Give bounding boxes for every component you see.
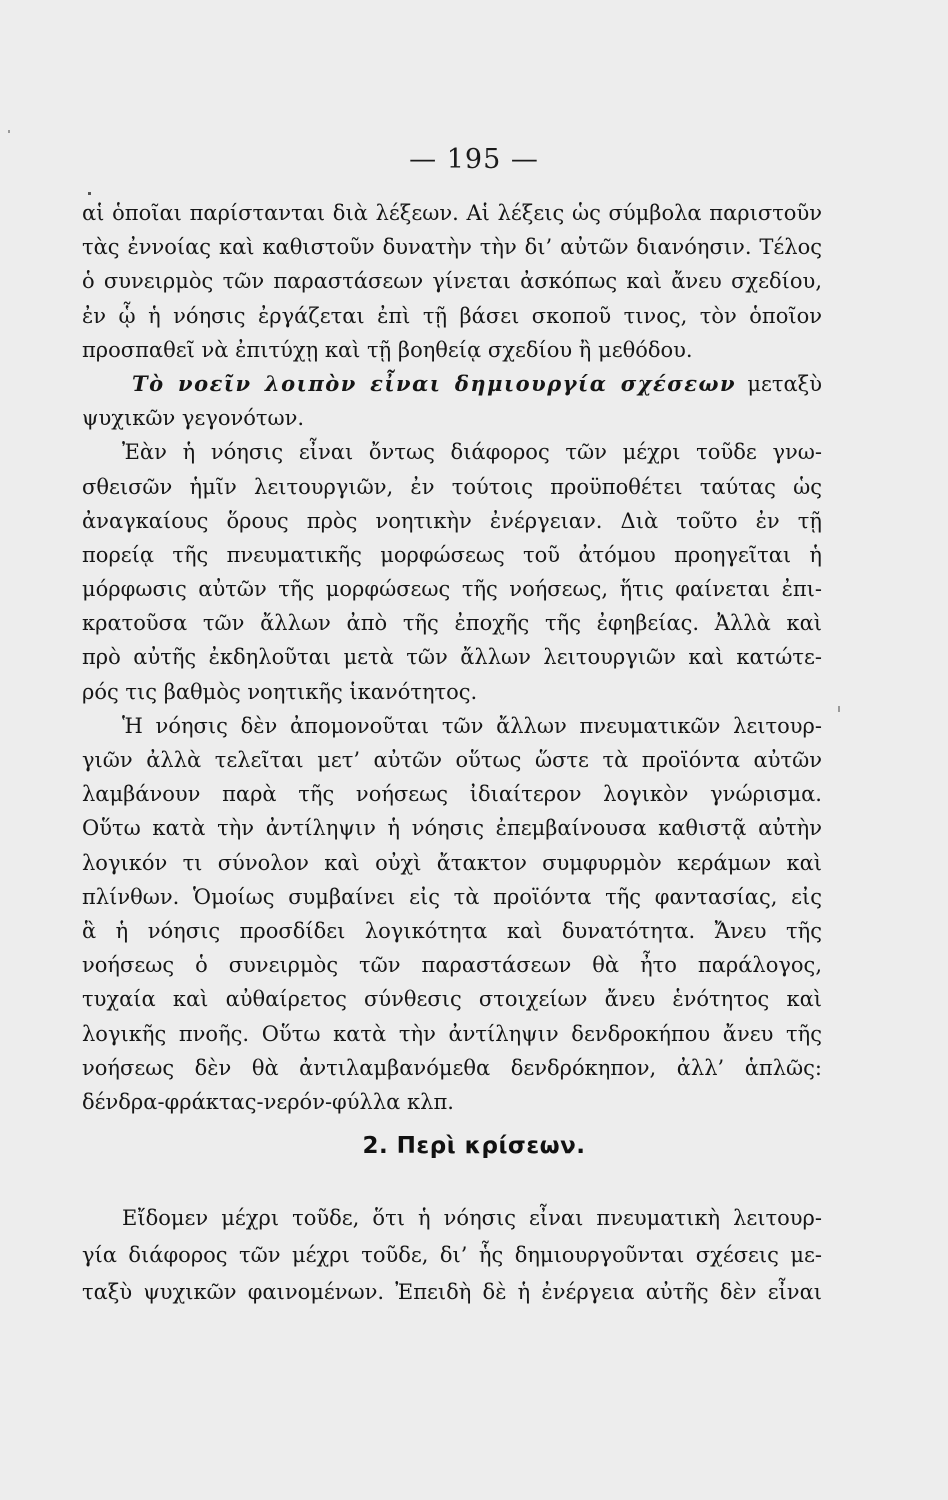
text-line: τὰς ἐννοίας καὶ καθιστοῦν δυνατὴν τὴν δι’ αὐτῶν διανόησιν. Τέλος: [82, 235, 822, 260]
text-line: τυχαία καὶ αὐθαίρετος σύνθεσις στοιχείων ἄνευ ἑνότητος καὶ: [82, 987, 822, 1012]
text-line: δένδρα-φράκτας-νερόν-φύλλα κλπ.: [82, 1089, 454, 1114]
scan-speck: [838, 706, 840, 712]
page-number: — 195 —: [409, 144, 539, 175]
text-line: λαμβάνουν παρὰ τῆς νοήσεως ἰδιαίτερον λογικὸν γνώρισμα.: [82, 782, 822, 807]
text-line: Οὕτω κατὰ τὴν ἀντίληψιν ἡ νόησις ἐπεμβαίνουσα καθιστᾷ αὐτὴν: [82, 816, 822, 841]
text-line: σθεισῶν ἡμῖν λειτουργιῶν, ἐν τούτοις προϋποθέτει ταύτας ὡς: [82, 474, 822, 499]
scan-speck: [88, 192, 91, 195]
text-line: λογικῆς πνοῆς. Οὕτω κατὰ τὴν ἀντίληψιν δενδροκήπου ἄνευ τῆς: [82, 1021, 822, 1046]
text-line: αἱ ὁποῖαι παρίστανται διὰ λέξεων. Αἱ λέξεις ὡς σύμβολα παριστοῦν: [82, 201, 822, 225]
text-line: Ἐὰν ἡ νόησις εἶναι ὄντως διάφορος τῶν μέχρι τοῦδε γνω-: [122, 440, 822, 465]
emphasis-continuation: μεταξὺ: [747, 371, 822, 396]
text-line: ἃ ἡ νόησις προσδίδει λογικότητα καὶ δυνατότητα. Ἄνευ τῆς: [82, 918, 822, 943]
text-line: πορείᾳ τῆς πνευματικῆς μορφώσεως τοῦ ἀτόμου προηγεῖται ἡ: [82, 542, 822, 567]
text-line: ψυχικῶν γεγονότων.: [82, 406, 305, 431]
text-line: μόρφωσις αὐτῶν τῆς μορφώσεως τῆς νοήσεως, ἥτις φαίνεται ἐπι-: [82, 577, 822, 602]
emphasized-definition-line: [82, 367, 822, 401]
text-line: ἀναγκαίους ὅρους πρὸς νοητικὴν ἐνέργειαν. Διὰ τοῦτο ἐν τῇ: [82, 508, 822, 533]
text-line: νοήσεως ὁ συνειρμὸς τῶν παραστάσεων θὰ ἦτο παράλογος,: [82, 953, 822, 978]
text-line: κρατοῦσα τῶν ἄλλων ἀπὸ τῆς ἐποχῆς τῆς ἐφηβείας. Ἀλλὰ καὶ: [82, 611, 822, 636]
body-text-lower: [82, 1200, 822, 1311]
emphasized-definition: Τὸ νοεῖν λοιπὸν εἶναι δημιουργία σχέσεων: [132, 370, 737, 396]
scan-speck: [8, 130, 10, 133]
text-line: νοήσεως δὲν θὰ ἀντιλαμβανόμεθα δενδρόκηπον, ἀλλ’ ἁπλῶς:: [82, 1055, 822, 1080]
text-line: Εἴδομεν μέχρι τοῦδε, ὅτι ἡ νόησις εἶναι πνευματικὴ λειτουρ-: [122, 1206, 822, 1230]
text-line: Ἡ νόησις δὲν ἀπομονοῦται τῶν ἄλλων πνευματικῶν λειτουρ-: [122, 713, 822, 738]
text-line: γιῶν ἀλλὰ τελεῖται μετ’ αὐτῶν οὕτως ὥστε τὰ προϊόντα αὐτῶν: [82, 748, 822, 772]
text-line: πρὸ αὐτῆς ἐκδηλοῦται μετὰ τῶν ἄλλων λειτουργιῶν καὶ κατώτε-: [82, 645, 822, 670]
text-line: ταξὺ ψυχικῶν φαινομένων. Ἐπειδὴ δὲ ἡ ἐνέργεια αὐτῆς δὲν εἶναι: [82, 1280, 822, 1304]
text-line: ρός τις βαθμὸς νοητικῆς ἱκανότητος.: [82, 679, 478, 704]
text-line: πλίνθων. Ὁμοίως συμβαίνει εἰς τὰ προϊόντα τῆς φαντασίας, εἰς: [82, 884, 822, 909]
section-heading: 2. Περὶ κρίσεων.: [362, 1133, 586, 1159]
body-text-upper: [82, 196, 822, 1119]
text-line: ὁ συνειρμὸς τῶν παραστάσεων γίνεται ἀσκόπως καὶ ἄνευ σχεδίου,: [82, 269, 822, 294]
text-line: ἐν ᾧ ἡ νόησις ἐργάζεται ἐπὶ τῇ βάσει σκοποῦ τινος, τὸν ὁποῖον: [82, 303, 822, 328]
text-line: λογικόν τι σύνολον καὶ οὐχὶ ἄτακτον συμφυρμὸν κεράμων καὶ: [82, 850, 822, 875]
text-line: γία διάφορος τῶν μέχρι τοῦδε, δι’ ἧς δημιουργοῦνται σχέσεις με-: [82, 1243, 822, 1267]
text-line: προσπαθεῖ νὰ ἐπιτύχῃ καὶ τῇ βοηθείᾳ σχεδίου ἢ μεθόδου.: [82, 337, 693, 362]
